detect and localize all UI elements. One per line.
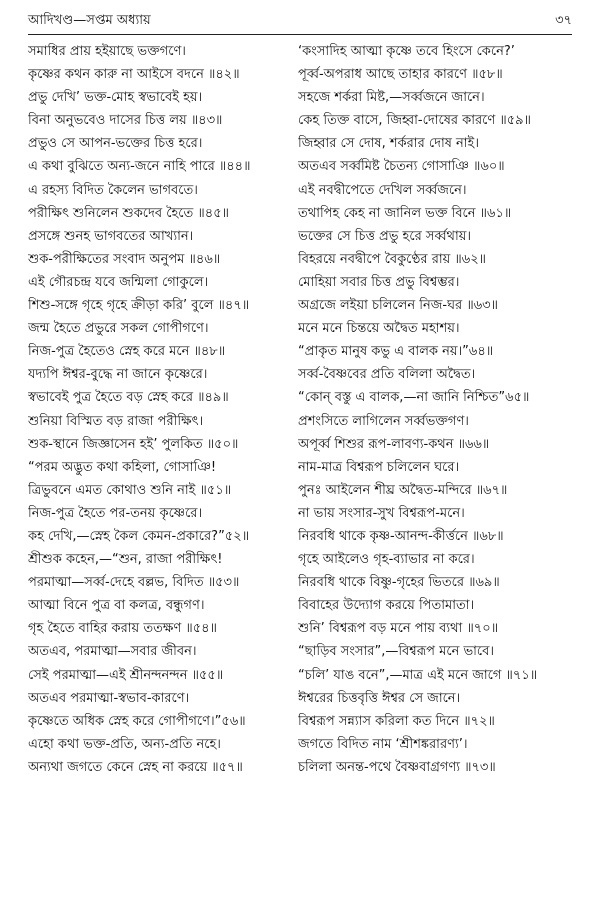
verse-line: জিহ্বার সে দোষ, শর্করার দোষ নাই।: [298, 136, 479, 152]
verse-line: এই গৌরচন্দ্র যবে জন্মিলা গোকুলে।: [28, 274, 209, 290]
verse-line: অতএব, পরমাত্মা—সবার জীবন।: [28, 644, 197, 660]
verse-line: ‘কংসাদিহ আত্মা কৃষ্ণে তবে হিংসে কেনে?’: [298, 44, 515, 59]
verse-line: গৃহ হৈতে বাহির করায় ততক্ষণ ॥৫৪॥: [28, 621, 217, 637]
verse-line: পরীক্ষিৎ শুনিলেন শুকদেব হৈতে ॥৪৫॥: [28, 205, 229, 221]
right-column: [298, 40, 572, 892]
verse-line: স্বভাবেই পুত্র হৈতে বড় স্নেহ করে ॥৪৯॥: [28, 390, 229, 406]
verse-line: ত্রিভুবনে এমত কোথাও শুনি নাই ॥৫১॥: [28, 482, 232, 498]
verse-line: “কোন্ বস্তু এ বালক,—না জানি নিশ্চিত”৬৫॥: [298, 390, 530, 406]
verse-line: প্রভু দেখি’ ভক্ত-মোহ স্বভাবেই হয়।: [28, 90, 203, 106]
left-column: [28, 40, 298, 892]
verse-line: এহো কথা ভক্ত-প্রতি, অন্য-প্রতি নহে।: [28, 736, 221, 752]
verse-line: “ছাড়িব সংসার”,—বিশ্বরূপ মনে ভাবে।: [298, 644, 495, 660]
verse-line: বিশ্বরূপ সন্ন্যাস করিলা কত দিনে ॥৭২॥: [298, 713, 495, 729]
verse-line: গৃহে আইলেও গৃহ-ব্যাভার না করে।: [298, 552, 475, 568]
verse-line: বিহরয়ে নবদ্বীপে বৈকুণ্ঠের রায় ॥৬২॥: [298, 251, 487, 267]
verse-line: পরমাত্মা—সর্ব্ব-দেহে বল্লভ, বিদিত ॥৫৩॥: [28, 575, 240, 591]
verse-line: এ কথা বুঝিতে অন্য-জনে নাহি পারে ॥৪৪॥: [28, 159, 251, 175]
verse-line: শিশু-সঙ্গে গৃহে গৃহে ক্রীড়া করি’ বুলে ॥৪৭॥: [28, 298, 250, 314]
verse-line: সমাধির প্রায় হইয়াছে ভক্তগণে।: [28, 44, 186, 59]
verse-line: প্রশংসিতে লাগিলেন সর্ব্বভক্তগণ।: [298, 413, 469, 429]
verse-line: কৃষ্ণের কথন কারু না আইসে বদনে ॥৪২॥: [28, 67, 240, 83]
verse-line: কেহ তিক্ত বাসে, জিহ্বা-দোষের কারণে ॥৫৯॥: [298, 113, 531, 129]
page-number: ৩৭: [555, 12, 572, 28]
verse-line: কৃষ্ণেতে অধিক স্নেহ করে গোপীগণে।”৫৬॥: [28, 713, 246, 729]
verse-line: অতএব পরমাত্মা-স্বভাব-কারণে।: [28, 690, 190, 706]
verse-line: শ্রীশুক কহেন,—“শুন, রাজা পরীক্ষিৎ!: [28, 552, 223, 568]
verse-line: “চলি’ যাঙ বনে”,—মাত্র এই মনে জাগে ॥৭১॥: [298, 667, 538, 683]
verse-line: সহজে শর্করা মিষ্ট,—সর্ব্বজনে জানে।: [298, 90, 485, 106]
verse-line: পুনঃ আইলেন শীঘ্র অদ্বৈত-মন্দিরে ॥৬৭॥: [298, 482, 508, 498]
verse-line: “প্রাকৃত মানুষ কভু এ বালক নয়।”৬৪॥: [298, 344, 494, 360]
verse-line: মনে মনে চিন্তয়ে অদ্বৈত মহাশয়।: [298, 321, 460, 337]
verse-line: অগ্রজে লইয়া চলিলেন নিজ-ঘর ॥৬৩॥: [298, 298, 498, 314]
verse-line: আত্মা বিনে পুত্র বা কলত্র, বন্ধুগণ।: [28, 598, 205, 614]
verse-line: চলিলা অনন্ত-পথে বৈষ্ণবাগ্রগণ্য ॥৭৩॥: [298, 759, 496, 775]
verse-line: ভক্তের সে চিত্ত প্রভু হরে সর্ব্বথায়।: [298, 228, 472, 244]
verse-line: ঈশ্বরের চিত্তবৃত্তি ঈশ্বর সে জানে।: [298, 690, 461, 706]
verse-line: যদ্যপি ঈশ্বর-বুদ্ধে না জানে কৃষ্ণেরে।: [28, 367, 208, 383]
verse-line: না ভায় সংসার-সুখ বিশ্বরূপ-মনে।: [298, 505, 465, 521]
verse-line: মোহিয়া সবার চিত্ত প্রভু বিশ্বম্ভর।: [298, 274, 460, 290]
verse-line: জগতে বিদিত নাম ‘শ্রীশঙ্করারণ্য’।: [298, 736, 468, 752]
verse-line: অন্যথা জগতে কেনে স্নেহ না করয়ে ॥৫৭॥: [28, 759, 243, 775]
verse-line: অপূর্ব্ব শিশুর রূপ-লাবণ্য-কথন ॥৬৬॥: [298, 436, 490, 452]
running-header: [28, 8, 572, 34]
verse-line: বিবাহের উদ্যোগ করয়ে পিতামাতা।: [298, 598, 475, 614]
verse-line: প্রভুও সে আপন-ভক্তের চিত্ত হরে।: [28, 136, 203, 152]
chapter-title: আদিখণ্ড—সপ্তম অধ্যায়: [28, 12, 151, 28]
verse-line: এই নবদ্বীপেতে দেখিল সর্ব্বজনে।: [298, 182, 467, 198]
verse-line: এ রহস্য বিদিত কৈলেন ভাগবতে।: [28, 182, 198, 198]
verse-line: অতএব সর্ব্বমিষ্ট চৈতন্য গোসাঞি ॥৬০॥: [298, 159, 505, 175]
verse-line: “পরম অদ্ভুত কথা কহিলা, গোসাঞি!: [28, 459, 217, 475]
verse-line: নিজ-পুত্র হৈতেও স্নেহ করে মনে ॥৪৮॥: [28, 344, 226, 360]
header-rule: [28, 34, 572, 35]
verse-line: পূর্ব্ব-অপরাধ আছে তাহার কারণে ॥৫৮॥: [298, 67, 503, 83]
verse-line: শুক-পরীক্ষিতের সংবাদ অনুপম ॥৪৬॥: [28, 251, 221, 267]
verse-line: কহ দেখি,—স্নেহ কৈল কেমন-প্রকারে?”৫২॥: [28, 528, 250, 544]
verse-line: শুক-স্থানে জিজ্ঞাসেন হই’ পুলকিত ॥৫০॥: [28, 436, 239, 452]
verse-line: নিরবধি থাকে কৃষ্ণ-আনন্দ-কীর্ত্তনে ॥৬৮॥: [298, 528, 504, 544]
verse-line: জন্ম হৈতে প্রভুরে সকল গোপীগণে।: [28, 321, 209, 337]
verse-line: সেই পরমাত্মা—এই শ্রীনন্দনন্দন ॥৫৫॥: [28, 667, 224, 683]
verse-line: নিরবধি থাকে বিষ্ণু-গৃহের ভিতরে ॥৬৯॥: [298, 575, 500, 591]
verse-columns: [28, 40, 572, 892]
verse-line: নাম-মাত্র বিশ্বরূপ চলিলেন ঘরে।: [298, 459, 460, 475]
verse-line: বিনা অনুভবেও দাসের চিত্ত লয় ॥৪৩॥: [28, 113, 223, 129]
verse-line: শুনিয়া বিস্মিত বড় রাজা পরীক্ষিৎ।: [28, 413, 204, 429]
verse-line: তথাপিহ কেহ না জানিল ভক্ত বিনে ॥৬১॥: [298, 205, 512, 221]
verse-line: প্রসঙ্গে শুনহ ভাগবতের আখ্যান।: [28, 228, 194, 244]
verse-line: নিজ-পুত্র হৈতে পর-তনয় কৃষ্ণেরে।: [28, 505, 203, 521]
verse-line: শুনি’ বিশ্বরূপ বড় মনে পায় ব্যথা ॥৭০॥: [298, 621, 499, 637]
verse-line: সর্ব্ব-বৈষ্ণবের প্রতি বলিলা অদ্বৈত।: [298, 367, 476, 383]
